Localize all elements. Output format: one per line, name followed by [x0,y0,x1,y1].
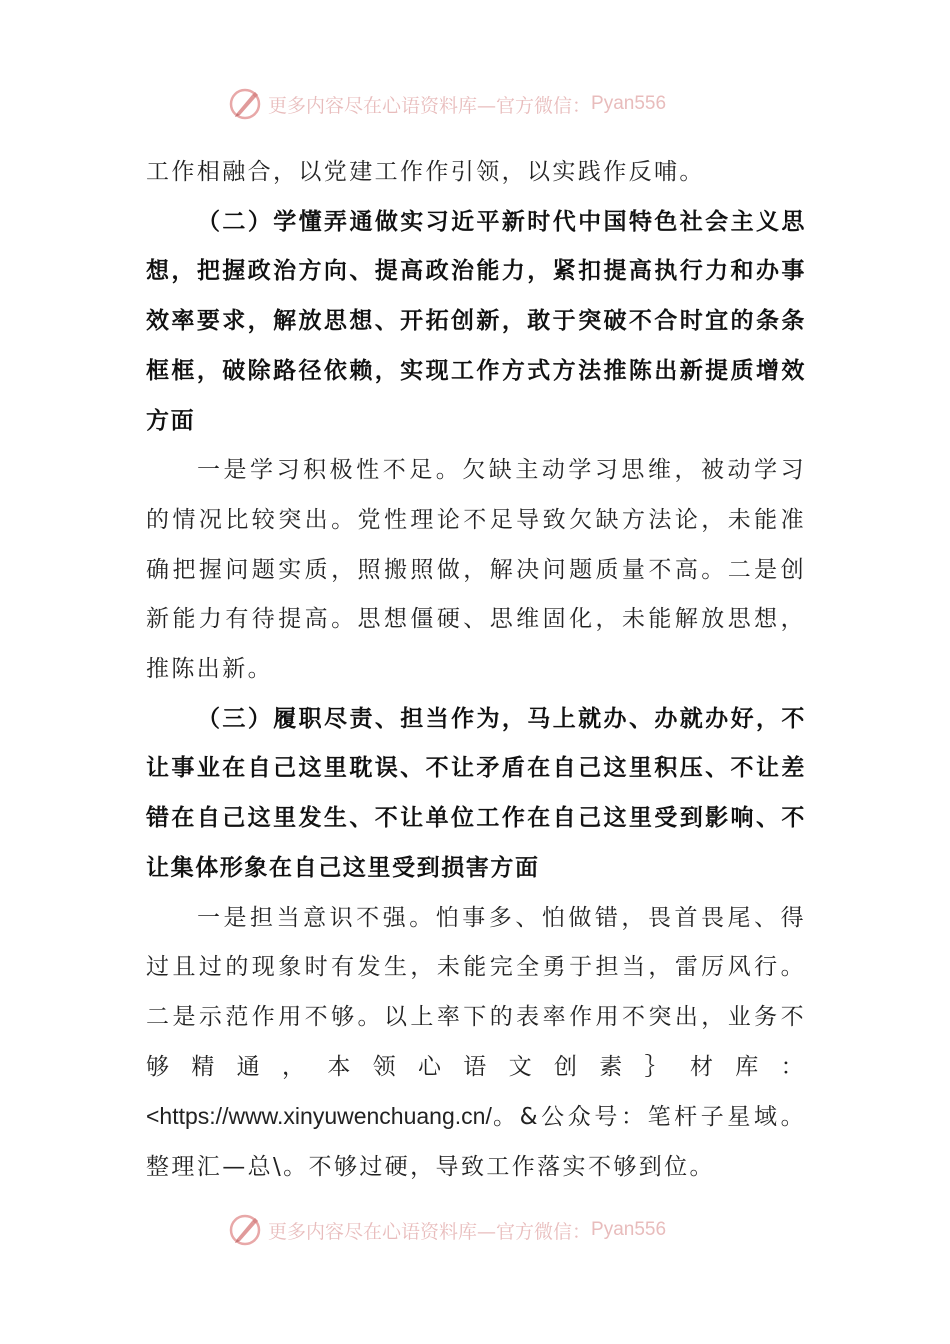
header-watermark [228,84,666,124]
paragraph-continuation: 工作相融合，以党建工作作引领，以实践作反哺。 [146,159,705,185]
footer-watermark-text: 更多内容尽在心语资料库—官方微信： [268,1220,592,1243]
paragraph-section-3-text-a: 一是担当意识不强。怕事多、怕做错，畏首畏尾、得过且过的现象时有发生，未能完全勇于担当，雷厉风行。二是示范作用不够。以上率下的表率作用不突出，业务不够精通，本领心语文创素｝材库： [146,904,806,1080]
section-heading-3: （三）履职尽责、担当作为，马上就办、办就办好，不让事业在自己这里耽误、不让矛盾在自己这里积压、不让差错在自己这里发生、不让单位工作在自己这里受到影响、不让集体形象在自己这里受到损害方面 [146,705,806,881]
paragraph-section-3 [146,894,806,1193]
header-watermark-account: Pyan556 [591,93,667,114]
pen-logo-icon [228,1213,262,1247]
paragraph-section-2: 一是学习积极性不足。欠缺主动学习思维，被动学习的情况比较突出。党性理论不足导致欠缺方法论，未能准确把握问题实质，照搬照做，解决问题质量不高。二是创新能力有待提高。思想僵硬、思维固化，未能解放思想，推陈出新。 [146,457,806,683]
source-url: <https://www.xinyuwenchuang.cn/ [146,1103,492,1130]
footer-watermark [228,1210,666,1250]
pen-logo-icon [228,87,262,121]
section-heading-2: （二）学懂弄通做实习近平新时代中国特色社会主义思想，把握政治方向、提高政治能力，紧扣提高执行力和办事效率要求，解放思想、开拓创新，敢于突破不合时宜的条条框框，破除路径依赖，实现工作方式方法推陈出新提质增效方面 [146,208,806,434]
header-watermark-text: 更多内容尽在心语资料库—官方微信： [268,94,592,117]
document-body [146,148,806,1193]
footer-watermark-account: Pyan556 [591,1219,667,1240]
paragraph-section-3-text-b: 。&公众号：笔杆子星域。整理汇—总\。不够过硬，导致工作落实不够到位。 [146,1104,806,1181]
